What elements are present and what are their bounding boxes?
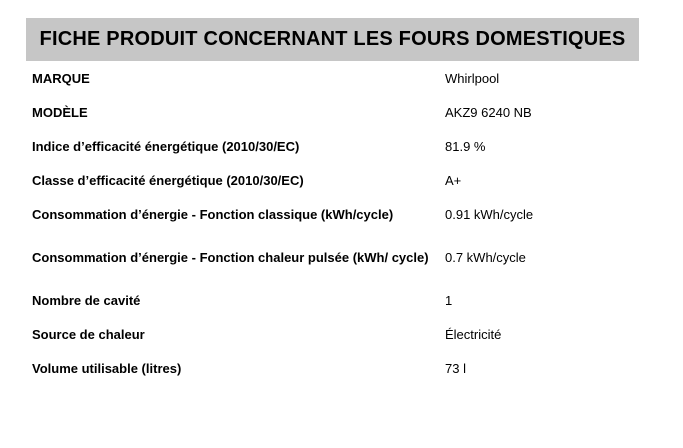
row-label: Consommation d’énergie - Fonction classique (kWh/cycle) [32,206,394,222]
row-label: MODÈLE [32,104,88,120]
product-sheet [26,18,639,385]
table-row-heat-source [26,317,639,351]
row-value: 0.7 kWh/cycle [445,249,526,265]
row-label: Indice d’efficacité énergétique (2010/30/EC) [32,138,300,154]
row-value: Électricité [445,326,502,342]
table-row-efficiency-class [26,163,639,197]
row-label: Nombre de cavité [32,292,141,308]
row-value: 0.91 kWh/cycle [445,206,534,222]
row-label: Source de chaleur [32,326,145,342]
table-row-model [26,95,639,129]
row-value: 1 [445,292,453,308]
table-row-consumption-classic [26,197,639,231]
row-value: Whirlpool [445,70,500,86]
row-label: MARQUE [32,70,90,86]
header-bar [26,18,639,61]
row-value: 73 l [445,360,466,376]
table-row-efficiency-index [26,129,639,163]
row-value: AKZ9 6240 NB [445,104,532,120]
row-label: Classe d’efficacité énergétique (2010/30/EC) [32,172,304,188]
spec-table [26,61,639,385]
row-value: A+ [445,172,462,188]
row-label: Consommation d’énergie - Fonction chaleur pulsée (kWh/ cycle) [32,249,429,265]
table-row-volume [26,351,639,385]
row-value: 81.9 % [445,138,486,154]
table-row-cavity-count [26,283,639,317]
table-row-brand [26,61,639,95]
row-label: Volume utilisable (litres) [32,360,182,376]
table-row-consumption-fan [26,231,639,283]
page-title: FICHE PRODUIT CONCERNANT LES FOURS DOMESTIQUES [39,28,626,50]
